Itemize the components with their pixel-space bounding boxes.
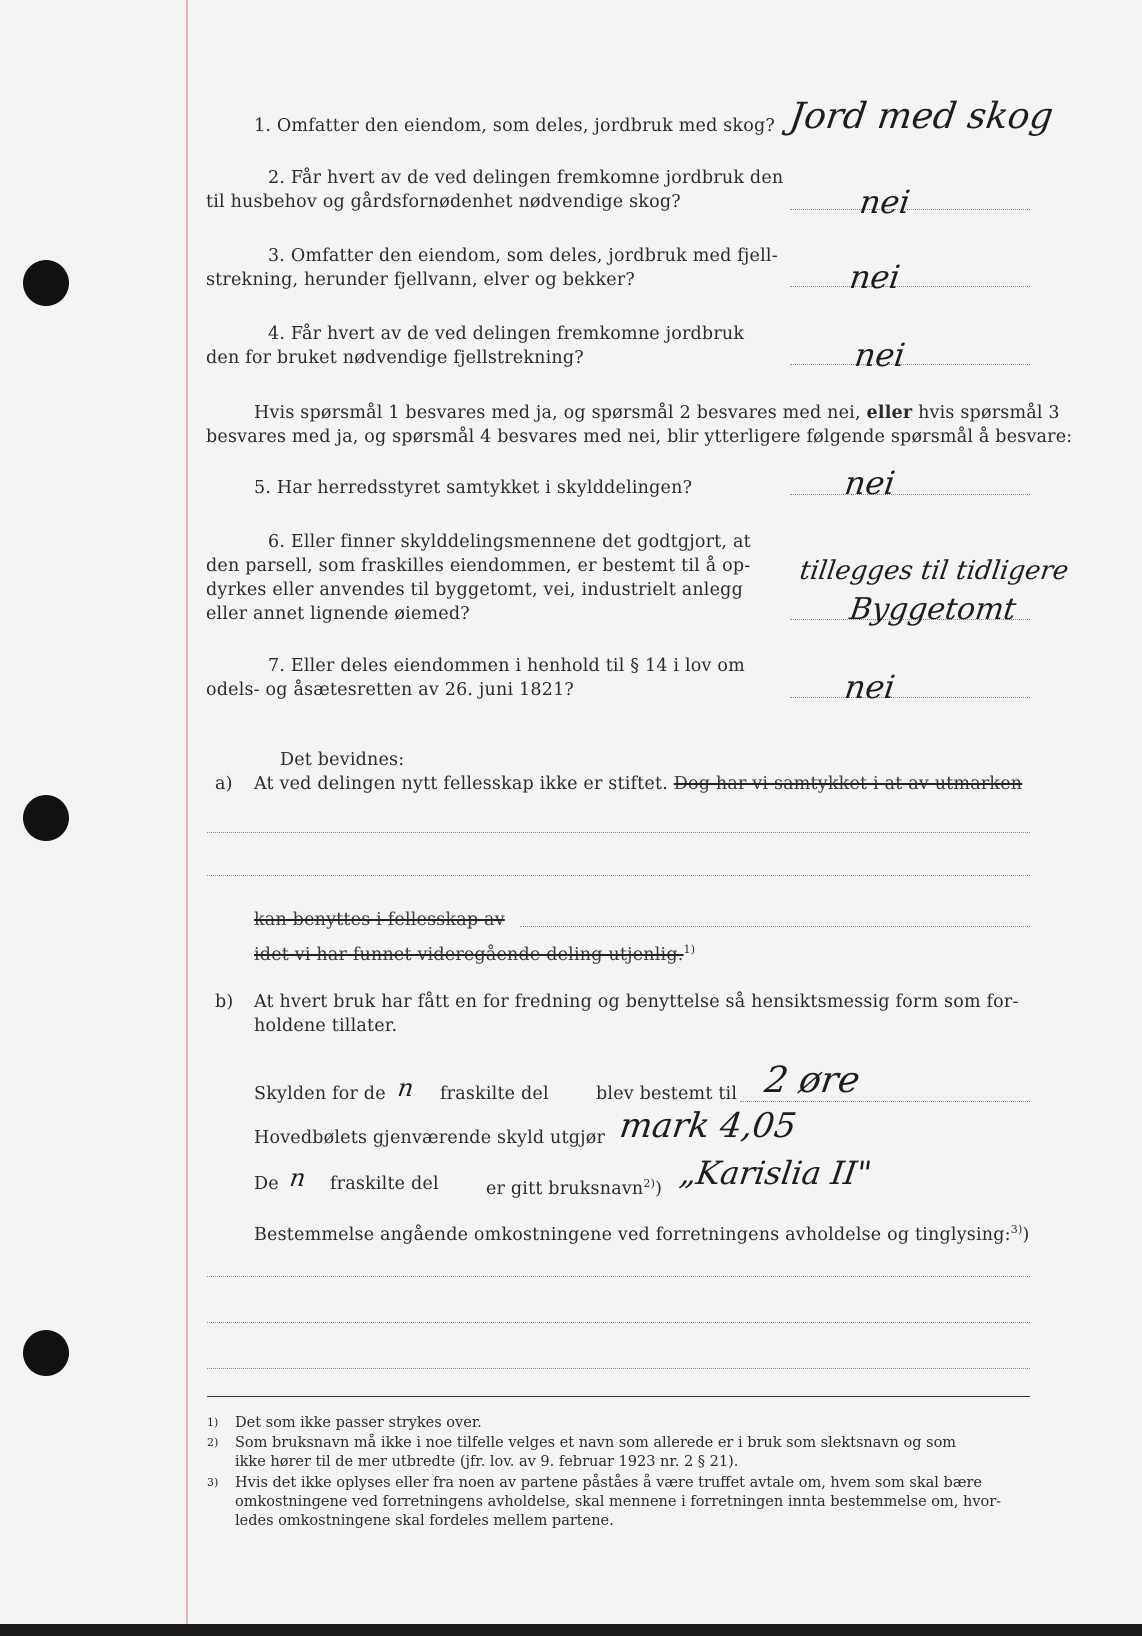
skyld-answer: 2 øre [762,1060,863,1101]
bruksnavn-line-a: De [254,1174,279,1194]
footnote-3-mark: 3) [207,1476,219,1489]
skyld-line1-c: blev bestemt til [596,1084,738,1104]
question-7-line1: 7. Eller deles eiendommen i henhold til § 14 i lov om [268,656,745,676]
footnote-divider [207,1396,1030,1397]
item-a-struck-text-3: idet vi har funnet videregående deling utjenlig. [254,944,684,965]
answer-line [790,697,1030,698]
bruksnavn-label: er gitt bruksnavn [486,1178,644,1199]
question-6-answer-1: tillegges til tidligere [797,556,1071,586]
scan-edge [0,1624,1142,1636]
blank-line [207,1368,1030,1369]
conditional-line2: besvares med ja, og spørsmål 4 besvares med nei, blir ytterligere følgende spørsmål å besvare: [206,427,1073,447]
footnote-3-line3: ledes omkostningene skal fordeles mellem partene. [235,1513,614,1529]
item-a-struck-line2 [254,908,505,932]
question-6-line4: eller annet lignende øiemed? [206,604,470,624]
question-7-line2: odels- og åsætesretten av 26. juni 1821? [206,680,574,700]
conditional-bold: eller [866,403,913,423]
footnote-1: Det som ikke passer strykes over. [235,1415,482,1431]
answer-line [790,364,1030,365]
question-2-line1: 2. Får hvert av de ved delingen fremkomne jordbruk den [268,168,784,188]
conditional-line1 [254,401,1060,425]
hovedbol-line: Hovedbølets gjenværende skyld utgjør [254,1128,606,1148]
footnote-ref: 2) [643,1177,656,1190]
skyld-line1 [254,1082,386,1106]
skyld-line1-b: fraskilte del [440,1084,549,1104]
footnote-ref: 1) [683,943,696,956]
question-3-answer: nei [847,258,903,296]
question-5-answer: nei [842,464,898,502]
item-a-label: a) [215,774,233,794]
conditional-text-a: Hvis spørsmål 1 besvares med ja, og spørsmål 2 besvares med nei, [254,403,861,423]
blank-line [207,832,1030,833]
punch-hole [23,795,69,841]
question-4-answer: nei [852,336,908,374]
blank-line [207,1322,1030,1323]
question-5-text: 5. Har herredsstyret samtykket i skylddelingen? [254,478,693,498]
answer-line [790,286,1030,287]
item-a-statement: At ved delingen nytt fellesskap ikke er stiftet. [254,774,668,794]
blank-line [207,875,1030,876]
punch-hole [23,260,69,306]
question-4-line2: den for bruket nødvendige fjellstrekning? [206,348,584,368]
omkostninger-text: Bestemmelse angående omkostningene ved forretningens avholdelse og tinglysing: [254,1224,1011,1245]
answer-line [790,209,1030,210]
margin-line [186,0,188,1636]
question-4-line1: 4. Får hvert av de ved delingen fremkomne jordbruk [268,324,745,344]
footnote-3-line2: omkostningene ved forretningens avholdelse, skal mennene i forretningen innta bestemmelse om, hvor- [235,1494,1002,1510]
punch-hole [23,1330,69,1376]
question-1-answer: Jord med skog [787,96,1056,137]
question-6-line1: 6. Eller finner skylddelingsmennene det godtgjort, at [268,532,751,552]
footnote-ref: 3) [1010,1223,1023,1236]
omkostninger-line: Bestemmelse angående omkostningene ved forretningens avholdelse og tinglysing:$^{3)}$) [254,1223,1030,1245]
skyld-text: Skylden for de [254,1084,386,1104]
item-a-struck-text-2: kan benyttes i fellesskap av [254,910,505,930]
footnote-2-line1: Som bruksnavn må ikke i noe tilfelle velges et navn som allerede er i bruk som slektsnavn og som [235,1435,957,1451]
footnote-2-line2: ikke hører til de mer utbredte (jfr. lov. av 9. februar 1923 nr. 2 § 21). [235,1454,739,1470]
bruksnavn-handwritten-n: n [288,1164,308,1192]
blank-line [207,1276,1030,1277]
item-b-label: b) [215,992,234,1012]
question-3-line1: 3. Omfatter den eiendom, som deles, jordbruk med fjell- [268,246,778,266]
question-6-answer-2: Byggetomt [847,592,1019,627]
answer-line [790,494,1030,495]
item-b-line2: holdene tillater. [254,1016,398,1036]
bevidnes-heading: Det bevidnes: [280,750,405,770]
footnote-1-mark: 1) [207,1416,219,1429]
answer-line [740,1101,1030,1102]
item-a-struck-text: Dog har vi samtykket i at av utmarken [673,774,1023,794]
question-7-answer: nei [842,668,898,706]
bruksnavn-answer: „Karislia II" [677,1154,874,1192]
question-6-line2: den parsell, som fraskilles eiendommen, er bestemt til å op- [206,556,751,576]
hovedbol-answer: mark 4,05 [617,1106,799,1146]
question-2-line2: til husbehov og gårdsfornødenhet nødvendige skog? [206,192,681,212]
question-2-answer: nei [857,183,913,221]
footnote-3-line1: Hvis det ikke oplyses eller fra noen av partene påståes å være truffet avtale om, hvem som skal bære [235,1475,982,1491]
item-b-line1: At hvert bruk har fått en for fredning og benyttelse så hensiktsmessig form som for- [254,992,1019,1012]
footnote-2-mark: 2) [207,1436,219,1449]
skyld-handwritten-n: n [396,1074,416,1102]
question-1-text: 1. Omfatter den eiendom, som deles, jordbruk med skog? [254,116,775,136]
item-a-text [254,772,1022,796]
conditional-text-b: hvis spørsmål 3 [918,403,1060,423]
blank-line [520,926,1030,927]
question-6-line3: dyrkes eller anvendes til byggetomt, vei, industrielt anlegg [206,580,743,600]
bruksnavn-line-b: fraskilte del [330,1174,439,1194]
item-a-struck-line3 [254,938,695,967]
question-3-line2: strekning, herunder fjellvann, elver og bekker? [206,270,635,290]
bruksnavn-line-c: er gitt bruksnavn$^{2)}$) [486,1177,663,1199]
